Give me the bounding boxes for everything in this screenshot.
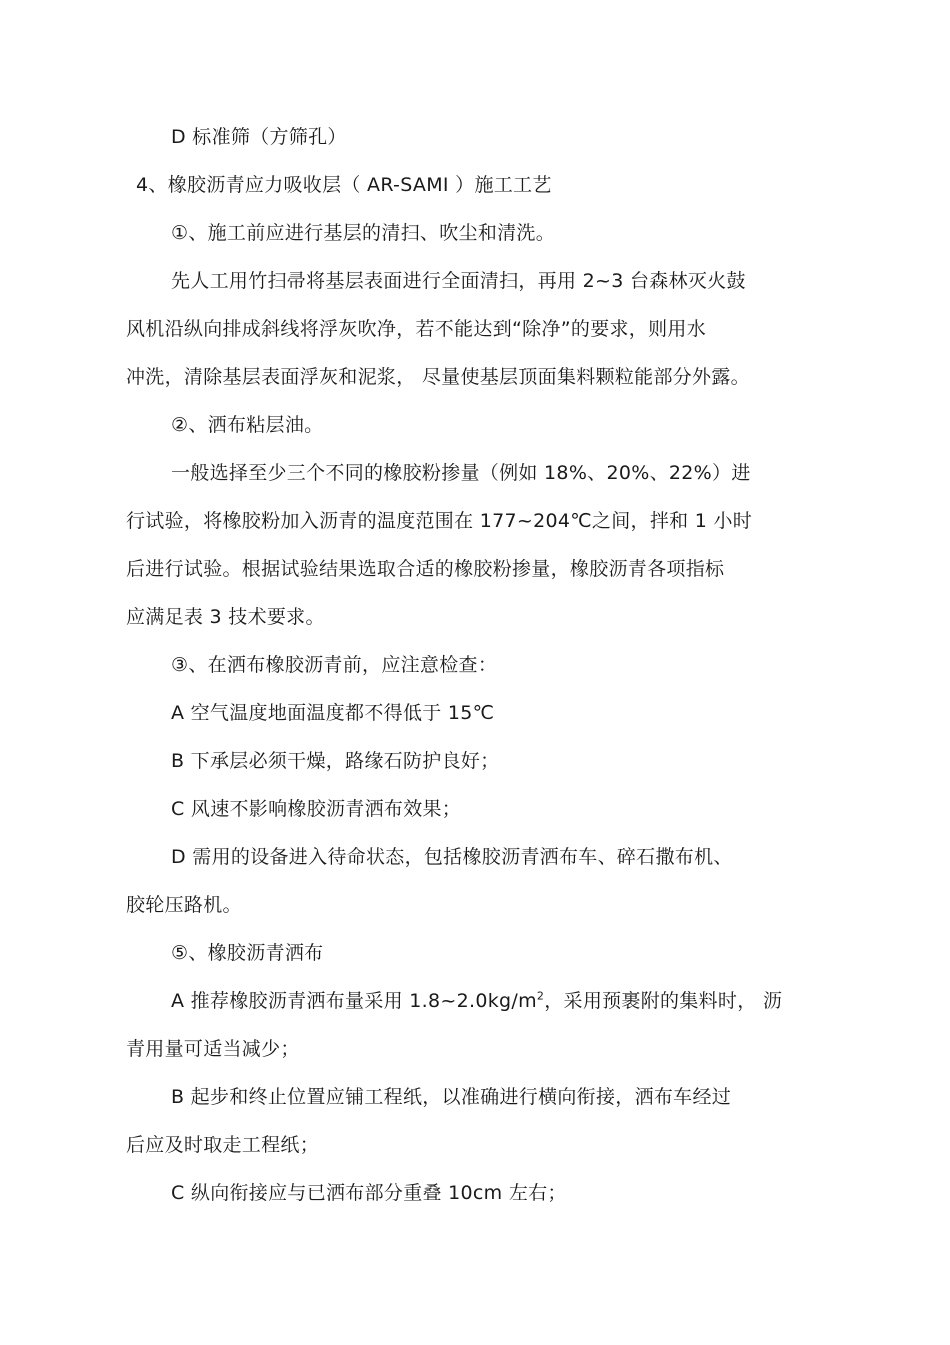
section-4-heading: 4、橡胶沥青应力吸收层（ AR-SAMI ）施工工艺 [136,174,552,196]
step-2-para-line-3: 后进行试验。根据试验结果选取合适的橡胶粉掺量，橡胶沥青各项指标 [126,558,725,580]
step-2-heading: ②、洒布粘层油。 [171,414,324,436]
sieve-item-d: D 标准筛（方筛孔） [171,126,347,148]
step-1-para-line-1: 先人工用竹扫帚将基层表面进行全面清扫，再用 2~3 台森林灭火鼓 [171,270,746,292]
step-3-heading: ③、在洒布橡胶沥青前，应注意检查： [171,654,498,676]
step-1-para-line-3: 冲洗，清除基层表面浮灰和泥浆， 尽量使基层顶面集料颗粒能部分外露。 [126,366,750,388]
spray-item-b-line-2: 后应及时取走工程纸； [126,1134,320,1156]
spray-item-a-line-2: 青用量可适当减少； [126,1038,300,1060]
step-2-para-line-2: 行试验，将橡胶粉加入沥青的温度范围在 177~204℃之间，拌和 1 小时 [126,510,753,532]
check-item-b: B 下承层必须干燥，路缘石防护良好； [171,750,500,772]
check-item-d-line-2: 胶轮压路机。 [126,894,242,916]
spray-rate-text: A 推荐橡胶沥青洒布量采用 1.8~2.0kg/m [171,990,537,1012]
step-2-para-line-4: 应满足表 3 技术要求。 [126,606,325,628]
unit-superscript: 2 [536,989,545,1003]
spray-item-a-line-1 [171,988,782,1014]
spray-item-c: C 纵向衔接应与已洒布部分重叠 10cm 左右； [171,1182,567,1204]
check-item-d-line-1: D 需用的设备进入待命状态，包括橡胶沥青洒布车、碎石撒布机、 [171,846,733,868]
step-1-para-line-2: 风机沿纵向排成斜线将浮灰吹净，若不能达到“除净”的要求，则用水 [126,318,706,340]
check-item-c: C 风速不影响橡胶沥青洒布效果； [171,798,462,820]
step-5-heading: ⑤、橡胶沥青洒布 [171,942,324,964]
spray-item-a-continuation: ，采用预裹附的集料时， 沥 [544,990,783,1012]
check-item-a: A 空气温度地面温度都不得低于 15℃ [171,702,495,724]
step-1-heading: ①、施工前应进行基层的清扫、吹尘和清洗。 [171,222,556,244]
spray-item-b-line-1: B 起步和终止位置应铺工程纸，以准确进行横向衔接，洒布车经过 [171,1086,732,1108]
step-2-para-line-1: 一般选择至少三个不同的橡胶粉掺量（例如 18%、20%、22%）进 [171,462,751,484]
